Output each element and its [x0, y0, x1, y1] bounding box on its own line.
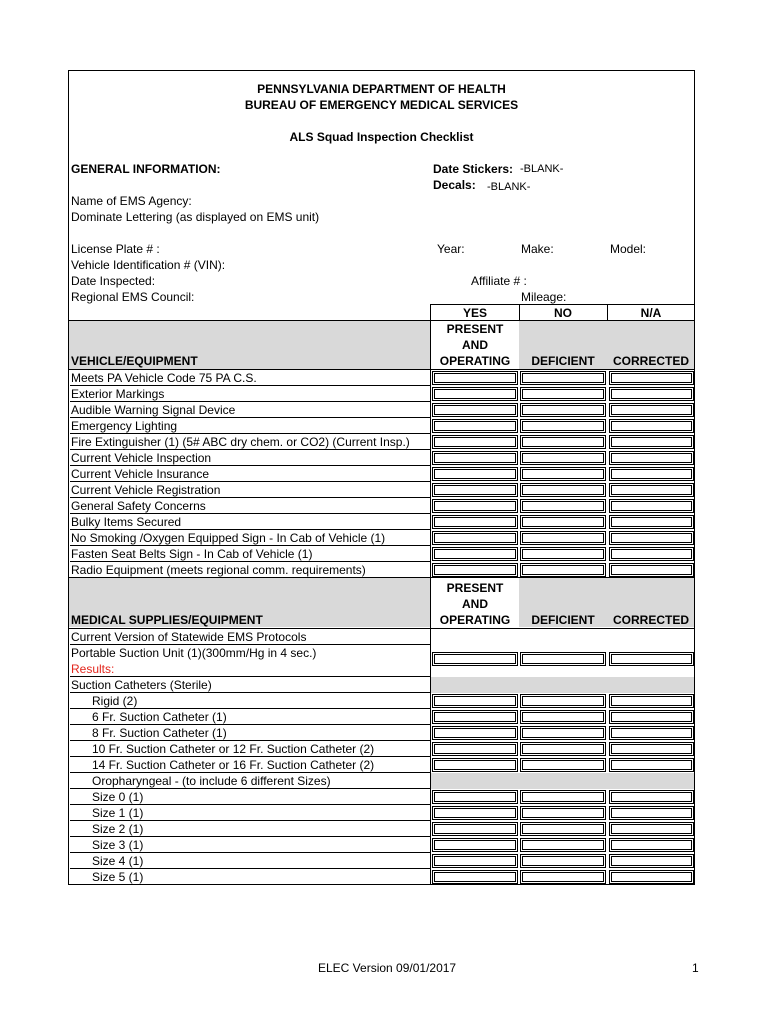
- vehicle-item-11-na-checkbox[interactable]: [609, 547, 694, 561]
- vehicle-item-row: Exterior Markings: [70, 386, 430, 402]
- size-item-row: Size 3 (1): [70, 837, 430, 853]
- size-item-row: Size 4 (1): [70, 853, 430, 869]
- size-item-4-na-checkbox[interactable]: [609, 854, 694, 868]
- operating-label: OPERATING: [439, 354, 511, 368]
- vehicle-item-9-na-checkbox[interactable]: [609, 515, 694, 529]
- vehicle-item-row: Meets PA Vehicle Code 75 PA C.S.: [70, 370, 430, 386]
- vehicle-item-5-na-checkbox[interactable]: [609, 451, 694, 465]
- year-label: Year:: [437, 242, 465, 256]
- vehicle-item-12-na-checkbox[interactable]: [609, 563, 694, 577]
- vehicle-item-8-no-checkbox[interactable]: [520, 499, 606, 513]
- medical-row-results: Results:: [70, 661, 430, 677]
- vehicle-item-12-yes-checkbox[interactable]: [432, 563, 518, 577]
- date-inspected-label: Date Inspected:: [71, 274, 156, 288]
- medical-present-label: PRESENT: [446, 581, 504, 595]
- size-item-row: Size 1 (1): [70, 805, 430, 821]
- date-stickers-label: Date Stickers:: [433, 162, 514, 176]
- catheter-item-0-no-checkbox[interactable]: [520, 694, 606, 708]
- vehicle-item-2-na-checkbox[interactable]: [609, 403, 694, 417]
- size-item-0-yes-checkbox[interactable]: [432, 790, 518, 804]
- medical-header-top-rule: [68, 577, 695, 578]
- lettering-label: Dominate Lettering (as displayed on EMS unit): [71, 210, 320, 224]
- vehicle-item-9-yes-checkbox[interactable]: [432, 515, 518, 529]
- size-item-0-na-checkbox[interactable]: [609, 790, 694, 804]
- size-item-3-na-checkbox[interactable]: [609, 838, 694, 852]
- vehicle-item-row: Current Vehicle Insurance: [70, 466, 430, 482]
- council-label: Regional EMS Council:: [71, 290, 195, 304]
- size-item-0-no-checkbox[interactable]: [520, 790, 606, 804]
- size-item-4-yes-checkbox[interactable]: [432, 854, 518, 868]
- vehicle-item-row: Bulky Items Secured: [70, 514, 430, 530]
- agency-name-label: Name of EMS Agency:: [71, 194, 192, 208]
- suction-unit-na-checkbox[interactable]: [609, 652, 694, 666]
- size-item-5-yes-checkbox[interactable]: [432, 870, 518, 884]
- decals-label: Decals:: [433, 178, 476, 192]
- make-label: Make:: [521, 242, 554, 256]
- size-item-2-na-checkbox[interactable]: [609, 822, 694, 836]
- medical-deficient-label: DEFICIENT: [531, 613, 595, 627]
- general-heading: GENERAL INFORMATION:: [71, 162, 221, 176]
- vin-label: Vehicle Identification # (VIN):: [71, 258, 226, 272]
- vehicle-item-10-na-checkbox[interactable]: [609, 531, 694, 545]
- page-title: ALS Squad Inspection Checklist: [289, 130, 474, 144]
- vehicle-item-row: Current Vehicle Inspection: [70, 450, 430, 466]
- vehicle-item-5-yes-checkbox[interactable]: [432, 451, 518, 465]
- col-yes-label: YES: [462, 306, 487, 320]
- decals-value[interactable]: -BLANK-: [487, 181, 531, 193]
- size-item-2-no-checkbox[interactable]: [520, 822, 606, 836]
- vehicle-item-6-no-checkbox[interactable]: [520, 467, 606, 481]
- divider-label-col: [430, 304, 431, 885]
- catheter-item-row: 14 Fr. Suction Catheter or 16 Fr. Suction Catheter (2): [70, 757, 430, 773]
- medical-corrected-label: CORRECTED: [612, 613, 689, 627]
- catheter-item-4-yes-checkbox[interactable]: [432, 758, 518, 772]
- vehicle-item-10-no-checkbox[interactable]: [520, 531, 606, 545]
- size-item-2-yes-checkbox[interactable]: [432, 822, 518, 836]
- suction-unit-no-checkbox[interactable]: [520, 652, 606, 666]
- catheter-item-row: Rigid (2): [70, 693, 430, 709]
- vehicle-item-row: No Smoking /Oxygen Equipped Sign - In Cab of Vehicle (1): [70, 530, 430, 546]
- vehicle-item-5-no-checkbox[interactable]: [520, 451, 606, 465]
- vehicle-item-0-na-checkbox[interactable]: [609, 371, 694, 385]
- catheter-item-3-yes-checkbox[interactable]: [432, 742, 518, 756]
- size-item-1-no-checkbox[interactable]: [520, 806, 606, 820]
- vehicle-item-1-no-checkbox[interactable]: [520, 387, 606, 401]
- vehicle-item-3-yes-checkbox[interactable]: [432, 419, 518, 433]
- size-item-5-no-checkbox[interactable]: [520, 870, 606, 884]
- catheters-gray-band: [431, 677, 694, 693]
- vehicle-item-1-na-checkbox[interactable]: [609, 387, 694, 401]
- size-item-1-na-checkbox[interactable]: [609, 806, 694, 820]
- catheter-item-1-no-checkbox[interactable]: [520, 710, 606, 724]
- size-item-3-yes-checkbox[interactable]: [432, 838, 518, 852]
- vehicle-item-4-na-checkbox[interactable]: [609, 435, 694, 449]
- vehicle-item-10-yes-checkbox[interactable]: [432, 531, 518, 545]
- model-label: Model:: [610, 242, 647, 256]
- col-na-label: N/A: [640, 306, 662, 320]
- vehicle-item-0-no-checkbox[interactable]: [520, 371, 606, 385]
- vehicle-item-7-na-checkbox[interactable]: [609, 483, 694, 497]
- vehicle-item-row: General Safety Concerns: [70, 498, 430, 514]
- medical-heading: MEDICAL SUPPLIES/EQUIPMENT: [71, 613, 263, 627]
- col-no-label: NO: [554, 306, 572, 320]
- date-stickers-value[interactable]: -BLANK-: [520, 163, 564, 175]
- affiliate-label: Affiliate # :: [471, 274, 527, 288]
- bureau-title: BUREAU OF EMERGENCY MEDICAL SERVICES: [244, 98, 519, 112]
- vehicle-item-0-yes-checkbox[interactable]: [432, 371, 518, 385]
- divider-yes-no: [519, 304, 520, 321]
- vehicle-item-4-no-checkbox[interactable]: [520, 435, 606, 449]
- vehicle-item-11-no-checkbox[interactable]: [520, 547, 606, 561]
- vehicle-item-row: Current Vehicle Registration: [70, 482, 430, 498]
- vehicle-item-12-no-checkbox[interactable]: [520, 563, 606, 577]
- medical-row-protocols: Current Version of Statewide EMS Protocols: [70, 629, 430, 645]
- catheter-item-1-na-checkbox[interactable]: [609, 710, 694, 724]
- vehicle-heading: VEHICLE/EQUIPMENT: [71, 354, 198, 368]
- size-item-row: Size 5 (1): [70, 869, 430, 885]
- vehicle-item-row: Emergency Lighting: [70, 418, 430, 434]
- vehicle-item-2-no-checkbox[interactable]: [520, 403, 606, 417]
- column-header-top-rule: [430, 304, 695, 305]
- medical-and-label: AND: [462, 597, 488, 611]
- vehicle-item-1-yes-checkbox[interactable]: [432, 387, 518, 401]
- catheter-item-row: 10 Fr. Suction Catheter or 12 Fr. Suction Catheter (2): [70, 741, 430, 757]
- deficient-label: DEFICIENT: [531, 354, 595, 368]
- oropharyngeal-gray-band: [431, 773, 694, 789]
- size-item-5-na-checkbox[interactable]: [609, 870, 694, 884]
- catheter-item-0-yes-checkbox[interactable]: [432, 694, 518, 708]
- medical-row-suction-unit: Portable Suction Unit (1)(300mm/Hg in 4 sec.): [71, 646, 317, 660]
- catheter-item-row: 6 Fr. Suction Catheter (1): [70, 709, 430, 725]
- medical-row-catheters: Suction Catheters (Sterile): [70, 677, 430, 693]
- catheter-item-2-yes-checkbox[interactable]: [432, 726, 518, 740]
- medical-operating-label: OPERATING: [439, 613, 511, 627]
- size-item-4-no-checkbox[interactable]: [520, 854, 606, 868]
- and-label: AND: [462, 338, 488, 352]
- vehicle-item-8-na-checkbox[interactable]: [609, 499, 694, 513]
- catheter-item-1-yes-checkbox[interactable]: [432, 710, 518, 724]
- catheter-item-2-no-checkbox[interactable]: [520, 726, 606, 740]
- vehicle-item-7-yes-checkbox[interactable]: [432, 483, 518, 497]
- vehicle-item-9-no-checkbox[interactable]: [520, 515, 606, 529]
- vehicle-item-6-na-checkbox[interactable]: [609, 467, 694, 481]
- license-plate-label: License Plate # :: [71, 242, 160, 256]
- catheter-item-3-na-checkbox[interactable]: [609, 742, 694, 756]
- vehicle-item-7-no-checkbox[interactable]: [520, 483, 606, 497]
- catheter-item-2-na-checkbox[interactable]: [609, 726, 694, 740]
- vehicle-item-row: Fasten Seat Belts Sign - In Cab of Vehicle (1): [70, 546, 430, 562]
- vehicle-item-3-na-checkbox[interactable]: [609, 419, 694, 433]
- vehicle-item-4-yes-checkbox[interactable]: [432, 435, 518, 449]
- mileage-label: Mileage:: [521, 290, 567, 304]
- present-label: PRESENT: [446, 322, 504, 336]
- catheter-item-4-no-checkbox[interactable]: [520, 758, 606, 772]
- divider-no-na: [607, 304, 608, 321]
- vehicle-item-row: Radio Equipment (meets regional comm. requirements): [70, 562, 430, 578]
- catheter-item-3-no-checkbox[interactable]: [520, 742, 606, 756]
- vehicle-item-2-yes-checkbox[interactable]: [432, 403, 518, 417]
- vehicle-item-11-yes-checkbox[interactable]: [432, 547, 518, 561]
- catheter-item-row: 8 Fr. Suction Catheter (1): [70, 725, 430, 741]
- vehicle-item-8-yes-checkbox[interactable]: [432, 499, 518, 513]
- medical-row-oropharyngeal: Oropharyngeal - (to include 6 different Sizes): [70, 773, 430, 789]
- size-item-row: Size 0 (1): [70, 789, 430, 805]
- vehicle-item-6-yes-checkbox[interactable]: [432, 467, 518, 481]
- vehicle-item-3-no-checkbox[interactable]: [520, 419, 606, 433]
- size-item-3-no-checkbox[interactable]: [520, 838, 606, 852]
- department-title: PENNSYLVANIA DEPARTMENT OF HEALTH: [257, 82, 506, 96]
- catheter-item-0-na-checkbox[interactable]: [609, 694, 694, 708]
- corrected-label: CORRECTED: [612, 354, 689, 368]
- size-item-row: Size 2 (1): [70, 821, 430, 837]
- vehicle-item-row: Fire Extinguisher (1) (5# ABC dry chem. or CO2) (Current Insp.): [70, 434, 430, 450]
- vehicle-item-row: Audible Warning Signal Device: [70, 402, 430, 418]
- footer-version: ELEC Version 09/01/2017: [318, 961, 457, 975]
- page-number: 1: [692, 961, 699, 975]
- catheter-item-4-na-checkbox[interactable]: [609, 758, 694, 772]
- suction-unit-yes-checkbox[interactable]: [432, 652, 518, 666]
- size-item-1-yes-checkbox[interactable]: [432, 806, 518, 820]
